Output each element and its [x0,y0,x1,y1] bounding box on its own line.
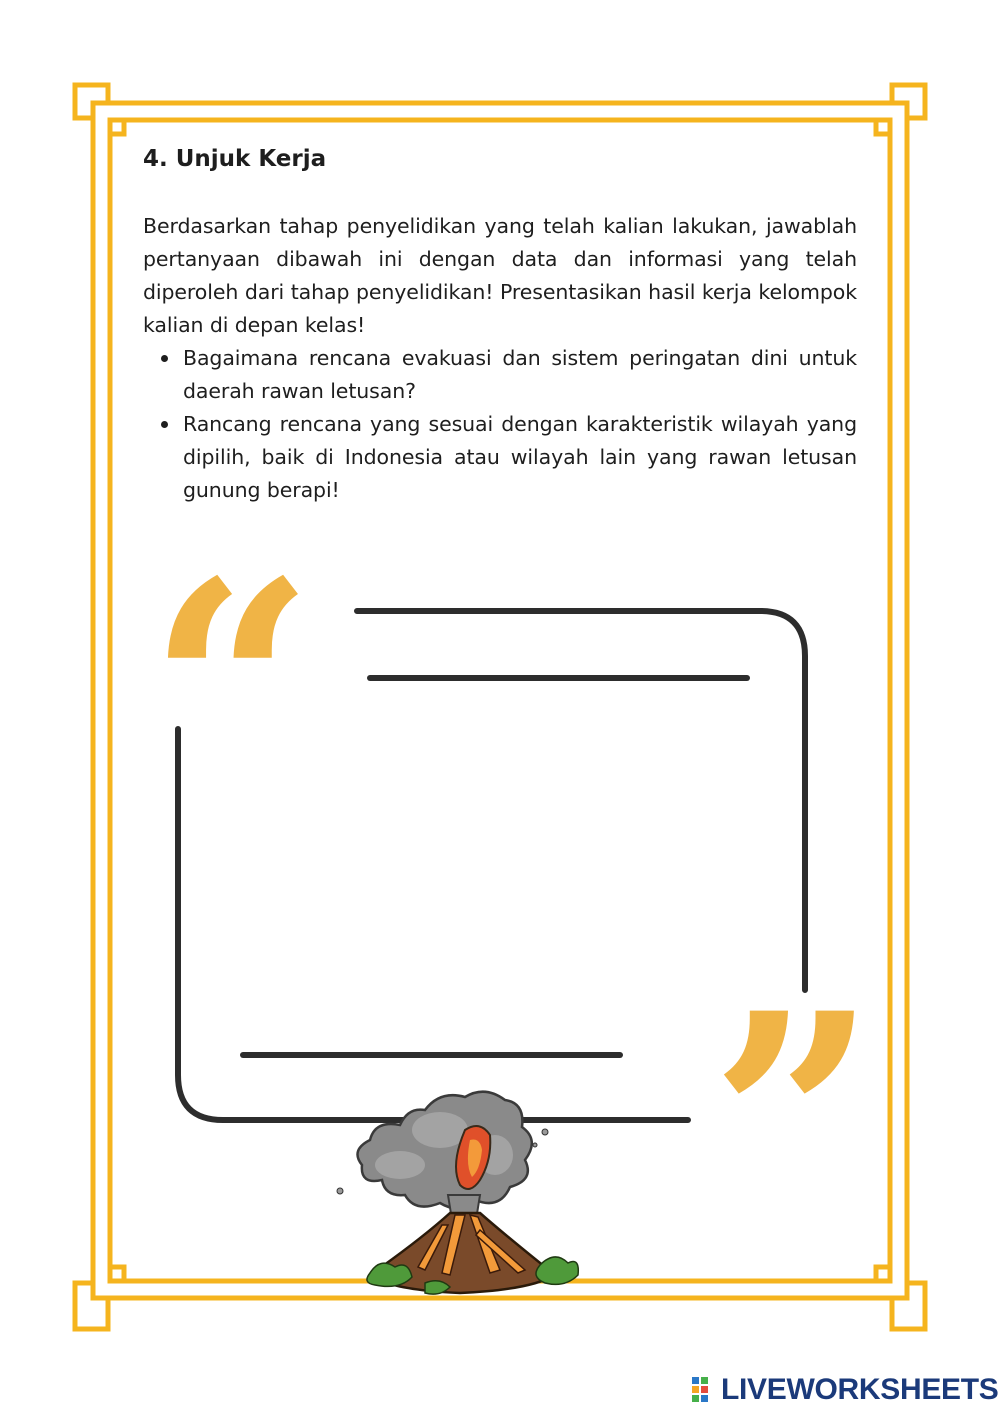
open-quote-icon: “ [148,519,315,859]
section-heading: 4. Unjuk Kerja [143,146,327,172]
list-item-text: Rancang rencana yang sesuai dengan karakteristik wilayah yang dipilih, baik di Indonesia atau wilayah lain yang rawan letusan gunung berapi! [183,412,857,502]
intro-paragraph: Berdasarkan tahap penyelidikan yang telah kalian lakukan, jawablah pertanyaan dibawah ini dengan data dan informasi yang telah diperoleh dari tahap penyelidikan! Presentasikan hasil kerja kelompok kalian di depan kelas! [143,214,857,337]
volcano-illustration [330,1085,590,1300]
answer-area[interactable] [190,700,795,1040]
close-quote-icon: ” [710,951,877,1291]
liveworksheets-logo-icon [692,1377,718,1403]
brand-name: LIVEWORKSHEETS [721,1373,999,1406]
list-item-text: Bagaimana rencana evakuasi dan sistem peringatan dini untuk daerah rawan letusan? [183,346,857,403]
brand-logo [692,1372,999,1408]
